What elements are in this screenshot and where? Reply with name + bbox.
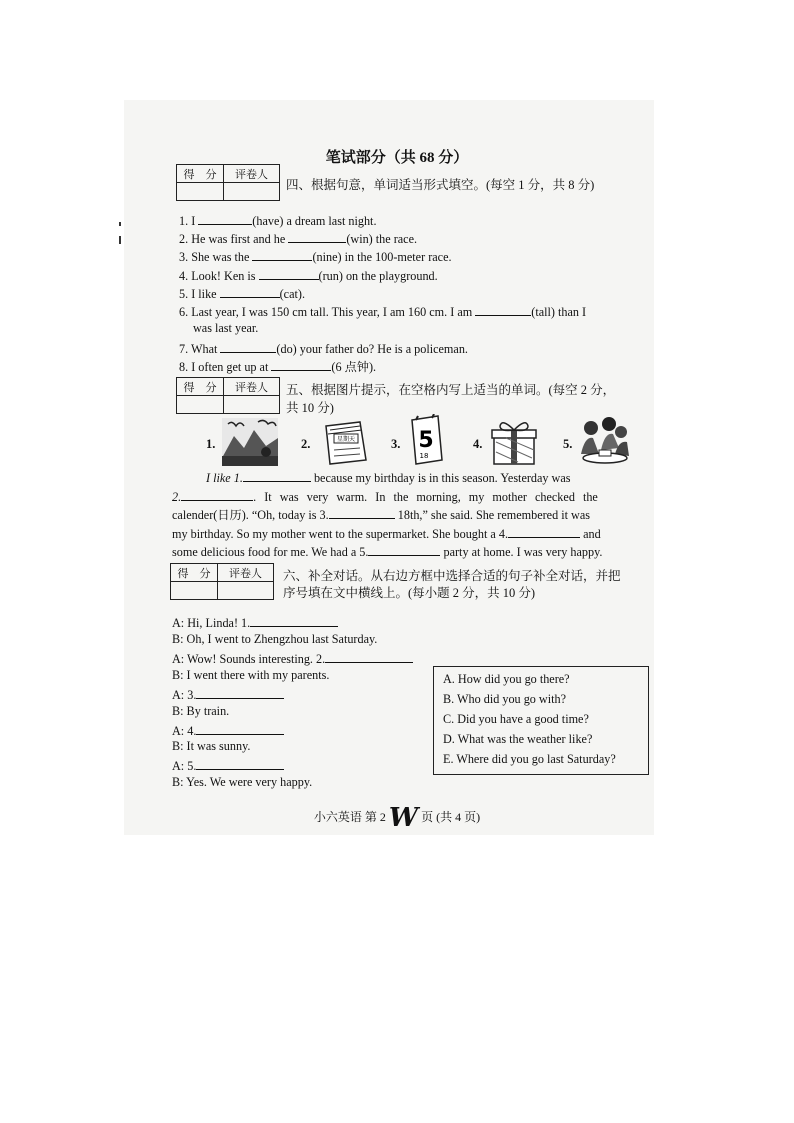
answer-blank[interactable] [259,267,319,280]
section5-heading-cont: 共 10 分) [286,401,334,415]
question-7: 7. What (do) your father do? He is a policeman. [179,342,468,356]
score-label: 得 分 [171,564,218,582]
date-small: 18 [419,452,429,460]
answer-blank[interactable] [198,212,252,225]
question-5: 5. I like (cat). [179,287,305,301]
date-calendar-icon [408,414,444,466]
picture-number: 3. [391,437,401,451]
gift-box-icon [490,418,538,466]
page-footer: 小六英语 第 2 W 页 (共 4 页) [313,803,481,833]
score-table [176,164,280,201]
calendar-label: 星期天 [336,436,356,443]
score-label: 得 分 [177,165,224,183]
dialogue-line: B: It was sunny. [172,739,251,753]
passage-line: I like 1. because my birthday is in this season. Yesterday was [206,471,571,485]
question-8: 8. I often get up at (6 点钟). [179,360,377,374]
answer-blank[interactable] [220,340,276,353]
question-6: 6. Last year, I was 150 cm tall. This year, I am 160 cm. I am (tall) than I [179,305,587,319]
passage-line: 2. . It was very warm. In the morning, my mother checked the [172,489,598,504]
dialogue-line: A: Wow! Sounds interesting. 2. [172,650,413,667]
answer-blank[interactable] [329,506,395,519]
score-label: 得 分 [177,378,224,396]
date-number: 5 [418,428,434,453]
question-3: 3. She was the (nine) in the 100-meter race. [179,250,452,264]
answer-blank[interactable] [475,303,531,316]
passage-line: some delicious food for me. We had a 5. party at home. I was very happy. [172,545,603,559]
dialogue-line: B: Oh, I went to Zhengzhou last Saturday. [172,632,378,646]
picture-number: 1. [206,437,216,451]
passage [172,469,643,562]
question-2: 2. He was first and he (win) the race. [179,232,418,246]
option-a: A. How did you go there? [443,672,570,686]
answer-blank[interactable] [196,722,284,735]
answer-blank[interactable] [252,248,312,261]
score-cell [171,582,218,600]
answer-blank[interactable] [288,230,346,243]
dialogue-line: B: Yes. We were very happy. [172,775,313,789]
question-4: 4. Look! Ken is (run) on the playground. [179,269,438,283]
picture-number: 4. [473,437,483,451]
spring-landscape-icon [222,418,278,466]
question-1: 1. I (have) a dream last night. [179,214,377,228]
section6-heading-cont: 序号填在文中横线上。(每小题 2 分，共 10 分) [283,586,536,600]
question-6-continued: was last year. [193,321,259,335]
page-title: 笔试部分（共 68 分） [325,150,469,166]
dialogue-line: A: 3. [172,686,284,703]
score-cell [177,396,224,414]
calendar-icon [320,416,370,466]
score-cell [177,183,224,201]
answer-blank[interactable] [220,285,280,298]
birthday-party-icon [575,414,631,466]
scan-mark [119,222,121,226]
passage-line: calender(日历). “Oh, today is 3. 18th,” she said. She remembered it was [172,508,590,522]
option-c: C. Did you have a good time? [443,712,589,726]
dialogue-line: B: By train. [172,704,230,718]
answer-blank[interactable] [325,650,413,663]
answer-blank[interactable] [368,543,440,556]
section6-heading: 六、补全对话。从右边方框中选择合适的句子补全对话，并把 [283,569,621,583]
option-e: E. Where did you go last Saturday? [443,752,616,766]
grader-label: 评卷人 [218,564,274,582]
passage-line: my birthday. So my mother went to the supermarket. She bought a 4. and [172,526,601,541]
answer-blank[interactable] [271,358,331,371]
section5-heading: 五、根据图片提示，在空格内写上适当的单词。(每空 2 分， [286,383,616,397]
dialogue-line: B: I went there with my parents. [172,668,330,682]
grader-cell [218,582,274,600]
dialogue-line: A: 5. [172,757,284,774]
option-b: B. Who did you go with? [443,692,566,706]
scan-mark [119,236,121,244]
watermark-logo: W [388,803,419,833]
options-box [433,666,649,775]
answer-blank[interactable] [181,488,253,501]
dialogue-line: A: 4. [172,722,284,739]
section4-heading: 四、根据句意，单词适当形式填空。(每空 1 分，共 8 分) [286,178,595,192]
picture-number: 5. [563,437,573,451]
answer-blank[interactable] [196,757,284,770]
grader-label: 评卷人 [224,165,280,183]
answer-blank[interactable] [196,686,284,699]
answer-blank[interactable] [250,614,338,627]
score-table [176,377,280,414]
option-d: D. What was the weather like? [443,732,593,746]
score-table [170,563,274,600]
answer-blank[interactable] [508,525,580,538]
grader-cell [224,183,280,201]
dialogue-line: A: Hi, Linda! 1. [172,614,338,631]
answer-blank[interactable] [243,469,311,482]
picture-number: 2. [301,437,311,451]
grader-cell [224,396,280,414]
grader-label: 评卷人 [224,378,280,396]
